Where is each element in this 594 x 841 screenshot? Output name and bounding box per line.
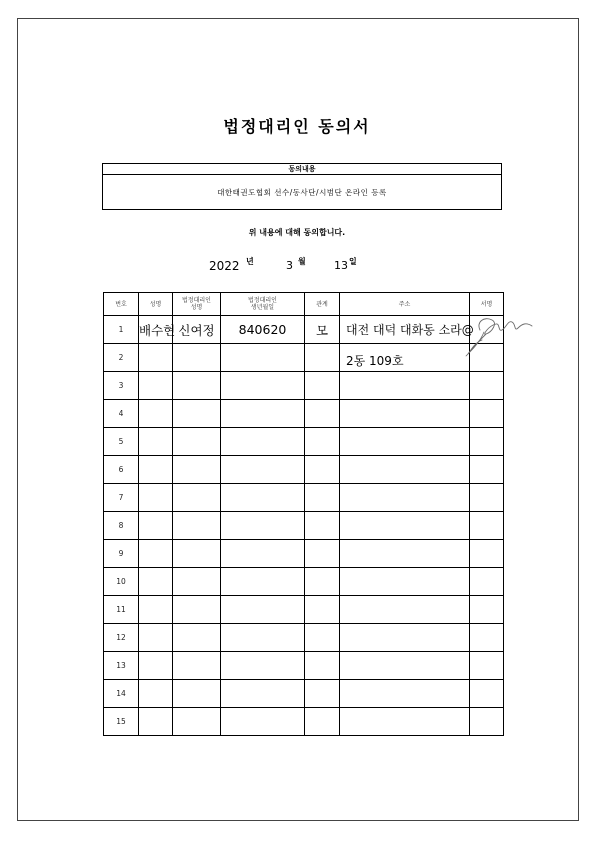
row-address [340,428,470,456]
row-guardian-name [173,652,221,680]
header-guardian-birth-line2: 생년월일 [250,304,275,311]
row-guardian-name [173,512,221,540]
row-address [340,484,470,512]
row-address [340,680,470,708]
date-month-unit: 월 [298,257,306,266]
row-address [340,596,470,624]
page-title: 법정대리인 동의서 [223,117,371,136]
row-no: 10 [104,568,139,596]
consent-header: 동의내용 [103,164,501,175]
table-header-row [104,293,504,316]
row-guardian-name: 신여정 [173,316,221,344]
row-guardian-birth [221,680,305,708]
table-row [104,568,504,596]
date-year-unit: 년 [246,257,254,266]
row-address [340,708,470,736]
row-signature [470,624,504,652]
row-signature [470,680,504,708]
row-no: 3 [104,372,139,400]
row-no: 11 [104,596,139,624]
header-relation: 관계 [305,293,340,316]
row-relation [305,400,340,428]
date-day: 13 [334,259,348,272]
row-no: 8 [104,512,139,540]
header-guardian-name-line2: 성명 [190,304,203,311]
date-year: 2022 [209,259,240,273]
row-guardian-name [173,400,221,428]
header-guardian-birth [221,293,305,316]
header-no: 번호 [104,293,139,316]
row-no: 14 [104,680,139,708]
row-guardian-birth [221,400,305,428]
row-address [340,344,470,372]
row-guardian-name [173,372,221,400]
row-name [139,512,173,540]
row-guardian-birth [221,652,305,680]
row-no: 15 [104,708,139,736]
row-relation [305,344,340,372]
date-row [0,256,594,276]
row-relation [305,484,340,512]
signers-table [103,292,504,736]
row-guardian-birth [221,568,305,596]
row-guardian-birth [221,624,305,652]
row-no: 5 [104,428,139,456]
table-row [104,372,504,400]
row-name [139,428,173,456]
row-guardian-name [173,428,221,456]
table-row [104,596,504,624]
row-guardian-birth [221,428,305,456]
date-day-unit: 일 [349,257,357,266]
row-address [340,568,470,596]
row-name [139,484,173,512]
row-guardian-birth: 840620 [221,316,305,344]
row-name [139,652,173,680]
row-relation [305,624,340,652]
row-guardian-birth [221,372,305,400]
row-relation: 모 [305,316,340,344]
row-no: 9 [104,540,139,568]
row-name: 배수현 [139,316,173,344]
row-no: 1 [104,316,139,344]
row-relation [305,596,340,624]
consent-box [102,163,502,210]
row-guardian-name [173,568,221,596]
row-relation [305,708,340,736]
row-guardian-name [173,484,221,512]
row-relation [305,540,340,568]
row-address [340,372,470,400]
table-row [104,344,504,372]
row-no: 7 [104,484,139,512]
row-guardian-birth [221,540,305,568]
row-name [139,540,173,568]
row-address [340,624,470,652]
row-relation [305,512,340,540]
row-relation [305,372,340,400]
row-name [139,372,173,400]
row-signature [470,652,504,680]
table-row [104,708,504,736]
row-no: 6 [104,456,139,484]
row-signature [470,540,504,568]
row-address [340,540,470,568]
row-signature [470,568,504,596]
header-name: 성명 [139,293,173,316]
row-name [139,624,173,652]
row-address [340,400,470,428]
table-row [104,456,504,484]
row-address-text: 대전 대덕 대화동 소라@ [346,323,474,337]
row-signature [470,596,504,624]
row-signature [470,456,504,484]
table-row [104,624,504,652]
row-relation [305,568,340,596]
row-no: 13 [104,652,139,680]
header-guardian-name [173,293,221,316]
row-relation [305,680,340,708]
row-guardian-name [173,540,221,568]
date-month: 3 [286,259,293,272]
row-guardian-name [173,624,221,652]
header-signature: 서명 [470,293,504,316]
row-name [139,708,173,736]
row-signature [470,372,504,400]
table-row [104,512,504,540]
row-guardian-birth [221,708,305,736]
row-address [340,316,474,344]
row-relation [305,652,340,680]
row-guardian-birth [221,344,305,372]
header-address: 주소 [340,293,470,316]
table-row [104,540,504,568]
row-name [139,344,173,372]
row-guardian-birth [221,596,305,624]
row-guardian-birth [221,512,305,540]
row-signature [470,484,504,512]
row-guardian-birth [221,456,305,484]
table-row [104,680,504,708]
row-guardian-name [173,596,221,624]
table-row [104,484,504,512]
row-address [340,652,470,680]
signature-icon [462,296,534,358]
row-name [139,568,173,596]
row-name [139,680,173,708]
row-signature [470,512,504,540]
row-no: 4 [104,400,139,428]
row-signature [470,428,504,456]
row-guardian-birth [221,484,305,512]
row-address [340,456,470,484]
row-relation [305,456,340,484]
row-guardian-name [173,680,221,708]
table-row [104,652,504,680]
row-signature [470,400,504,428]
row-address-text: 2동 109호 [346,354,404,368]
header-guardian-birth-line1: 법정대리인 [248,297,277,304]
table-row [104,428,504,456]
row-name [139,400,173,428]
row-no: 12 [104,624,139,652]
agree-statement: 위 내용에 대해 동의합니다. [248,228,346,237]
row-no: 2 [104,344,139,372]
row-guardian-name [173,456,221,484]
row-name [139,596,173,624]
row-signature [470,708,504,736]
table-row [104,316,504,344]
consent-body: 대한태권도협회 선수/동사단/시범단 온라인 등록 [217,188,387,197]
row-name [139,456,173,484]
row-guardian-name [173,708,221,736]
row-guardian-name [173,344,221,372]
row-address [340,512,470,540]
header-guardian-name-line1: 법정대리인 [182,297,211,304]
row-relation [305,428,340,456]
table-row [104,400,504,428]
